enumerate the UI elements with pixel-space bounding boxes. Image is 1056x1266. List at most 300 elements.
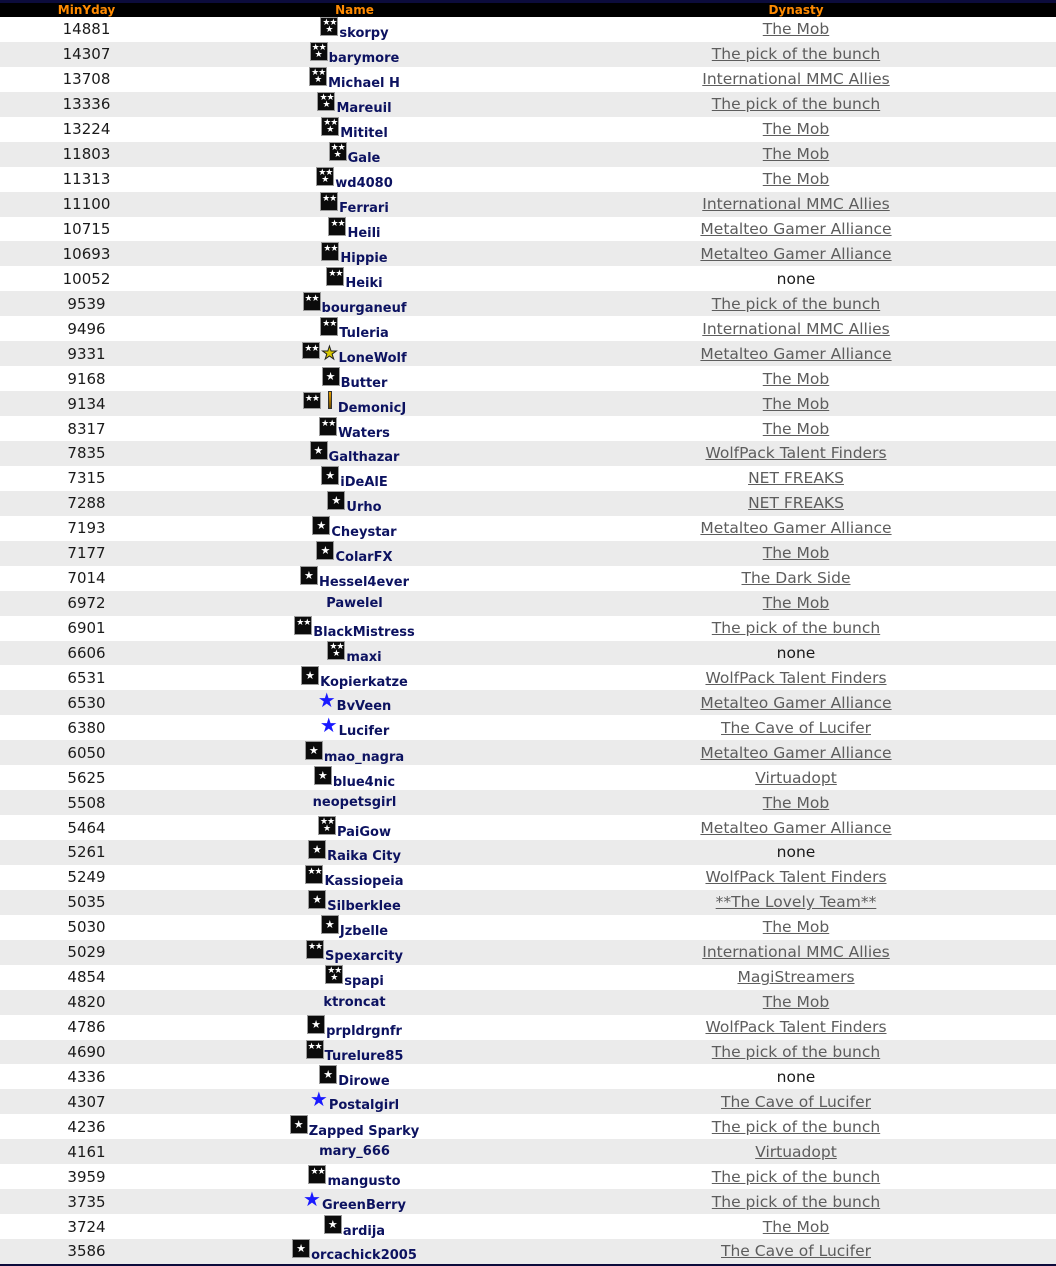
dynasty-cell <box>536 291 1056 316</box>
min-yday-cell <box>0 1015 173 1040</box>
player-name-cell <box>173 1015 536 1040</box>
dynasty-cell <box>536 341 1056 366</box>
min-yday-value: 6972 <box>67 594 106 613</box>
dynasty-link[interactable]: WolfPack Talent Finders <box>705 668 887 687</box>
min-yday-value: 5625 <box>67 768 106 787</box>
table-row <box>0 416 1056 441</box>
dynasty-link[interactable]: MagiStreamers <box>737 968 855 987</box>
table-row <box>0 1139 1056 1164</box>
dynasty-link[interactable]: WolfPack Talent Finders <box>705 868 887 887</box>
player-name-cell <box>173 940 536 965</box>
two-star-badge-icon: ★ ★ <box>305 865 323 884</box>
min-yday-cell <box>0 1164 173 1189</box>
player-name[interactable]: mary_666 <box>319 1144 390 1160</box>
player-name-cell <box>173 1089 536 1114</box>
player-name[interactable]: spapi <box>344 974 384 990</box>
player-name[interactable]: Ferrari <box>339 201 389 217</box>
dynasty-link[interactable]: The Mob <box>762 20 830 39</box>
one-star-badge-icon: ★ <box>305 741 323 760</box>
dynasty-link[interactable]: The Mob <box>762 170 830 189</box>
player-name[interactable]: Lucifer <box>338 724 390 740</box>
min-yday-value: 4786 <box>67 1018 106 1037</box>
dynasty-link[interactable]: International MMC Allies <box>702 70 890 89</box>
player-name-cell <box>173 665 536 690</box>
player-name-cell <box>173 965 536 990</box>
table-row <box>0 1239 1056 1264</box>
player-name-cell <box>173 241 536 266</box>
min-yday-cell <box>0 291 173 316</box>
dynasty-link[interactable]: The Mob <box>762 993 830 1012</box>
one-star-badge-icon: ★ <box>321 915 339 934</box>
dynasty-link[interactable]: The Mob <box>762 120 830 139</box>
player-name[interactable]: Cheystar <box>331 525 397 541</box>
two-star-badge-icon: ★ ★ <box>308 1165 326 1184</box>
min-yday-cell <box>0 1040 173 1065</box>
min-yday-cell <box>0 416 173 441</box>
player-name[interactable]: Michael H <box>328 76 400 92</box>
dynasty-cell <box>536 665 1056 690</box>
player-name[interactable]: DemonicJ <box>337 401 407 417</box>
two-star-badge-icon: ★ ★ <box>320 317 338 336</box>
ranking-table <box>0 3 1056 1264</box>
player-name-cell <box>173 441 536 466</box>
min-yday-value: 5261 <box>67 843 106 862</box>
dynasty-cell <box>536 840 1056 865</box>
table-row <box>0 790 1056 815</box>
table-row <box>0 92 1056 117</box>
table-row <box>0 466 1056 491</box>
table-row <box>0 1164 1056 1189</box>
dynasty-link[interactable]: The pick of the bunch <box>711 294 881 313</box>
min-yday-value: 4820 <box>67 993 106 1012</box>
dynasty-link[interactable]: Metalteo Gamer Alliance <box>700 743 892 762</box>
three-star-badge-icon: ★ ★ ★ <box>311 43 327 61</box>
player-name[interactable]: blue4nic <box>332 774 396 790</box>
dynasty-link[interactable]: The pick of the bunch <box>711 1167 881 1186</box>
min-yday-cell <box>0 665 173 690</box>
player-name[interactable]: Dirowe <box>338 1073 390 1089</box>
dynasty-cell <box>536 416 1056 441</box>
player-name-cell <box>173 192 536 217</box>
table-row <box>0 1214 1056 1239</box>
table-row <box>0 516 1056 541</box>
dynasty-link[interactable]: The Mob <box>762 544 830 563</box>
min-yday-cell <box>0 566 173 591</box>
three-star-badge-icon: ★ ★ ★ <box>319 816 336 834</box>
two-star-badge-icon: ★ ★ <box>320 192 338 211</box>
min-yday-value: 6530 <box>67 693 106 712</box>
player-name[interactable]: Mareuil <box>336 101 392 117</box>
min-yday-value: 11803 <box>62 145 111 164</box>
player-name-cell <box>173 1214 536 1239</box>
player-name-cell <box>173 715 536 740</box>
one-star-badge-icon: ★ <box>314 766 332 785</box>
player-name[interactable]: barymore <box>328 51 400 67</box>
player-name[interactable]: ardija <box>342 1223 386 1239</box>
dynasty-cell <box>536 391 1056 416</box>
player-name-cell <box>173 366 536 391</box>
three-star-badge-icon: ★ ★ ★ <box>311 68 327 86</box>
dynasty-cell <box>536 965 1056 990</box>
min-yday-cell <box>0 142 173 167</box>
player-name[interactable]: Spexarcity <box>325 949 403 965</box>
min-yday-value: 7193 <box>67 519 106 538</box>
dynasty-link[interactable]: The pick of the bunch <box>711 45 881 64</box>
player-name[interactable]: ColarFX <box>335 550 393 566</box>
dynasty-link[interactable]: The pick of the bunch <box>711 1117 881 1136</box>
gold-star-icon: ★ <box>321 342 338 364</box>
min-yday-cell <box>0 92 173 117</box>
player-name-cell <box>173 616 536 641</box>
three-star-badge-icon: ★ ★ ★ <box>318 168 334 186</box>
one-star-badge-icon: ★ <box>322 367 340 386</box>
dynasty-none: none <box>776 1067 816 1086</box>
two-star-badge-icon: ★ ★ <box>321 242 339 261</box>
min-yday-value: 7288 <box>67 494 106 513</box>
player-name[interactable]: neopetsgirl <box>312 795 397 811</box>
min-yday-cell <box>0 17 173 42</box>
dynasty-cell <box>536 67 1056 92</box>
player-name-cell <box>173 865 536 890</box>
table-row <box>0 965 1056 990</box>
player-name-cell <box>173 765 536 790</box>
two-star-badge-icon: ★ ★ <box>303 292 321 311</box>
dynasty-link[interactable]: The Mob <box>762 594 830 613</box>
two-star-badge-icon: ★ ★ <box>306 1040 324 1059</box>
one-star-badge-icon: ★ <box>307 1015 325 1034</box>
dynasty-link[interactable]: The Mob <box>762 793 830 812</box>
dynasty-link[interactable]: The Mob <box>762 369 830 388</box>
column-header-minyday[interactable]: MinYday <box>57 3 116 17</box>
min-yday-cell <box>0 1114 173 1139</box>
dynasty-cell <box>536 915 1056 940</box>
player-name-cell <box>173 391 536 416</box>
player-name-cell <box>173 591 536 616</box>
min-yday-cell <box>0 1214 173 1239</box>
dynasty-cell <box>536 217 1056 242</box>
player-name[interactable]: Postalgirl <box>328 1098 400 1114</box>
dynasty-cell <box>536 940 1056 965</box>
player-name[interactable]: BvVeen <box>336 699 392 715</box>
dynasty-link[interactable]: Metalteo Gamer Alliance <box>700 244 892 263</box>
dynasty-cell <box>536 790 1056 815</box>
dynasty-link[interactable]: NET FREAKS <box>748 494 844 513</box>
dynasty-cell <box>536 1214 1056 1239</box>
player-name[interactable]: BlackMistress <box>313 625 415 641</box>
two-star-badge-icon: ★ ★ <box>306 940 324 959</box>
player-name-cell <box>173 92 536 117</box>
table-row <box>0 17 1056 42</box>
three-star-badge-icon: ★ ★ ★ <box>319 93 335 111</box>
min-yday-cell <box>0 316 173 341</box>
player-name[interactable]: Silberklee <box>327 899 401 915</box>
min-yday-value: 4854 <box>67 968 106 987</box>
three-star-badge-icon: ★ ★ ★ <box>323 118 339 136</box>
one-star-badge-icon: ★ <box>324 1215 342 1234</box>
dynasty-cell <box>536 815 1056 840</box>
table-row <box>0 915 1056 940</box>
dynasty-link[interactable]: International MMC Allies <box>702 943 890 962</box>
player-name-cell <box>173 266 536 291</box>
table-header <box>0 3 1056 17</box>
table-row <box>0 940 1056 965</box>
dynasty-cell <box>536 241 1056 266</box>
two-star-badge-icon: ★ ★ <box>302 342 320 359</box>
player-name[interactable]: iDeAlE <box>340 475 388 491</box>
min-yday-value: 9168 <box>67 369 106 388</box>
three-star-badge-icon: ★ ★ ★ <box>329 641 345 659</box>
player-name[interactable]: Waters <box>338 425 390 441</box>
player-name[interactable]: Kopierkatze <box>320 674 408 690</box>
player-name-cell <box>173 341 536 366</box>
dynasty-cell <box>536 366 1056 391</box>
player-name-cell <box>173 915 536 940</box>
table-row <box>0 241 1056 266</box>
dynasty-link[interactable]: Virtuadopt <box>755 768 837 787</box>
dynasty-link[interactable]: Virtuadopt <box>755 1142 837 1161</box>
dynasty-link[interactable]: The Cave of Lucifer <box>721 718 871 737</box>
table-row <box>0 990 1056 1015</box>
dynasty-link[interactable]: The Mob <box>762 145 830 164</box>
player-name[interactable]: Heiki <box>345 275 383 291</box>
table-row <box>0 1040 1056 1065</box>
three-star-badge-icon: ★ ★ ★ <box>322 18 338 36</box>
dynasty-link[interactable]: The Mob <box>762 918 830 937</box>
dynasty-link[interactable]: The pick of the bunch <box>711 95 881 114</box>
player-name[interactable]: Pawelel <box>326 595 383 611</box>
min-yday-cell <box>0 940 173 965</box>
player-name-cell <box>173 42 536 67</box>
min-yday-cell <box>0 740 173 765</box>
min-yday-value: 3724 <box>67 1217 106 1236</box>
dynasty-link[interactable]: The Dark Side <box>741 569 851 588</box>
player-name[interactable]: orcachick2005 <box>311 1248 417 1264</box>
table-row <box>0 1114 1056 1139</box>
dynasty-cell <box>536 591 1056 616</box>
dynasty-link[interactable]: The Cave of Lucifer <box>721 1092 871 1111</box>
min-yday-value: 13224 <box>62 120 111 139</box>
min-yday-value: 7014 <box>67 569 106 588</box>
column-header-name[interactable]: Name <box>335 3 374 17</box>
one-star-badge-icon: ★ <box>300 566 318 585</box>
player-name[interactable]: Hessel4ever <box>318 575 409 591</box>
player-name[interactable]: mangusto <box>327 1173 401 1189</box>
two-star-badge-icon: ★ ★ <box>294 616 312 635</box>
min-yday-cell <box>0 965 173 990</box>
min-yday-value: 11100 <box>62 195 111 214</box>
dynasty-cell <box>536 167 1056 192</box>
dynasty-cell <box>536 890 1056 915</box>
table-row <box>0 217 1056 242</box>
player-name[interactable]: Raika City <box>327 849 401 865</box>
dynasty-link[interactable]: WolfPack Talent Finders <box>705 444 887 463</box>
player-name[interactable]: Turelure85 <box>324 1048 404 1064</box>
player-name[interactable]: skorpy <box>339 26 389 42</box>
dynasty-cell <box>536 541 1056 566</box>
player-name-cell <box>173 167 536 192</box>
dynasty-link[interactable]: WolfPack Talent Finders <box>705 1018 887 1037</box>
min-yday-cell <box>0 67 173 92</box>
min-yday-cell <box>0 1239 173 1264</box>
min-yday-cell <box>0 366 173 391</box>
min-yday-value: 6606 <box>67 643 106 662</box>
player-name-cell <box>173 491 536 516</box>
player-name-cell <box>173 17 536 42</box>
table-row <box>0 391 1056 416</box>
one-star-badge-icon: ★ <box>308 890 326 909</box>
player-name-cell <box>173 316 536 341</box>
table-row <box>0 491 1056 516</box>
dynasty-cell <box>536 1189 1056 1214</box>
min-yday-value: 6531 <box>67 668 106 687</box>
dynasty-cell <box>536 865 1056 890</box>
player-name-cell <box>173 217 536 242</box>
player-name[interactable]: Heili <box>347 225 381 241</box>
dynasty-link[interactable]: Metalteo Gamer Alliance <box>700 519 892 538</box>
dynasty-cell <box>536 566 1056 591</box>
dynasty-cell <box>536 441 1056 466</box>
dynasty-cell <box>536 316 1056 341</box>
table-row <box>0 441 1056 466</box>
player-name-cell <box>173 740 536 765</box>
min-yday-value: 9134 <box>67 394 106 413</box>
table-row <box>0 616 1056 641</box>
min-yday-value: 7315 <box>67 469 106 488</box>
min-yday-value: 9496 <box>67 319 106 338</box>
two-star-badge-icon: ★ ★ <box>303 392 321 409</box>
min-yday-cell <box>0 117 173 142</box>
dynasty-cell <box>536 1164 1056 1189</box>
min-yday-value: 7835 <box>67 444 106 463</box>
player-name-cell <box>173 1164 536 1189</box>
min-yday-value: 3586 <box>67 1242 106 1261</box>
table-row <box>0 117 1056 142</box>
min-yday-value: 9331 <box>67 344 106 363</box>
min-yday-value: 5029 <box>67 943 106 962</box>
dynasty-link[interactable]: NET FREAKS <box>748 469 844 488</box>
player-name-cell <box>173 117 536 142</box>
dynasty-cell <box>536 1139 1056 1164</box>
player-name-cell <box>173 790 536 815</box>
dynasty-link[interactable]: Metalteo Gamer Alliance <box>700 344 892 363</box>
table-row <box>0 740 1056 765</box>
column-header-dynasty[interactable]: Dynasty <box>768 3 824 17</box>
min-yday-value: 4690 <box>67 1042 106 1061</box>
dynasty-link[interactable]: Metalteo Gamer Alliance <box>700 219 892 238</box>
dynasty-cell <box>536 1239 1056 1264</box>
player-name[interactable]: GreenBerry <box>321 1198 406 1214</box>
dynasty-cell <box>536 466 1056 491</box>
dynasty-link[interactable]: The pick of the bunch <box>711 1192 881 1211</box>
table-row <box>0 840 1056 865</box>
min-yday-value: 5035 <box>67 893 106 912</box>
table-row <box>0 765 1056 790</box>
player-name[interactable]: prpldrgnfr <box>326 1024 402 1040</box>
player-name[interactable]: PaiGow <box>336 824 392 840</box>
one-star-badge-icon: ★ <box>301 666 319 685</box>
two-star-badge-icon: ★ ★ <box>326 267 344 286</box>
player-name[interactable]: LoneWolf <box>338 350 407 366</box>
dynasty-cell <box>536 516 1056 541</box>
player-name[interactable]: Tuleria <box>339 325 389 341</box>
player-name[interactable]: ktroncat <box>323 994 386 1010</box>
table-row <box>0 42 1056 67</box>
blue-star-icon: ★ <box>309 1089 328 1112</box>
player-name[interactable]: Urho <box>346 500 382 516</box>
min-yday-cell <box>0 341 173 366</box>
min-yday-value: 10715 <box>62 219 111 238</box>
player-name-cell <box>173 1139 536 1164</box>
player-name[interactable]: wd4080 <box>335 176 393 192</box>
player-name-cell <box>173 690 536 715</box>
min-yday-value: 11313 <box>62 170 111 189</box>
player-name[interactable]: Mititel <box>340 126 388 142</box>
min-yday-value: 13336 <box>62 95 111 114</box>
player-name[interactable]: Hippie <box>340 250 388 266</box>
dynasty-link[interactable]: **The Lovely Team** <box>715 893 877 912</box>
player-name[interactable]: Jzbelle <box>339 924 389 940</box>
dynasty-cell <box>536 92 1056 117</box>
dynasty-link[interactable]: International MMC Allies <box>702 319 890 338</box>
three-star-badge-icon: ★ ★ ★ <box>330 143 346 161</box>
min-yday-value: 10052 <box>62 269 111 288</box>
dynasty-link[interactable]: The pick of the bunch <box>711 619 881 638</box>
table-row <box>0 865 1056 890</box>
dynasty-link[interactable]: The Mob <box>762 419 830 438</box>
table-row <box>0 690 1056 715</box>
min-yday-value: 4307 <box>67 1092 106 1111</box>
dynasty-cell <box>536 142 1056 167</box>
player-name[interactable]: Zapped Sparky <box>308 1123 420 1139</box>
player-name[interactable]: Butter <box>340 375 388 391</box>
min-yday-cell <box>0 217 173 242</box>
one-star-badge-icon: ★ <box>321 466 339 485</box>
dynasty-link[interactable]: The pick of the bunch <box>711 1042 881 1061</box>
one-star-badge-icon: ★ <box>310 441 328 460</box>
dynasty-link[interactable]: International MMC Allies <box>702 195 890 214</box>
one-star-badge-icon: ★ <box>292 1239 310 1258</box>
dynasty-cell <box>536 117 1056 142</box>
min-yday-cell <box>0 840 173 865</box>
player-name[interactable]: Gale <box>347 151 381 167</box>
dynasty-cell <box>536 765 1056 790</box>
min-yday-value: 6901 <box>67 619 106 638</box>
dynasty-cell <box>536 42 1056 67</box>
player-name-cell <box>173 466 536 491</box>
min-yday-cell <box>0 42 173 67</box>
player-name[interactable]: Galthazar <box>328 450 400 466</box>
player-name[interactable]: Kassiopeia <box>324 874 404 890</box>
min-yday-cell <box>0 616 173 641</box>
dynasty-none: none <box>776 643 816 662</box>
player-name[interactable]: bourganeuf <box>321 300 407 316</box>
dynasty-link[interactable]: The Mob <box>762 394 830 413</box>
player-name[interactable]: mao_nagra <box>323 749 405 765</box>
dynasty-link[interactable]: Metalteo Gamer Alliance <box>700 693 892 712</box>
min-yday-cell <box>0 915 173 940</box>
table-body <box>0 17 1056 1264</box>
table-row <box>0 890 1056 915</box>
dynasty-link[interactable]: The Cave of Lucifer <box>721 1242 871 1261</box>
player-name-cell <box>173 416 536 441</box>
dynasty-link[interactable]: The Mob <box>762 1217 830 1236</box>
player-name-cell <box>173 641 536 666</box>
table-row <box>0 591 1056 616</box>
min-yday-cell <box>0 715 173 740</box>
dynasty-link[interactable]: Metalteo Gamer Alliance <box>700 818 892 837</box>
min-yday-cell <box>0 641 173 666</box>
player-name[interactable]: maxi <box>346 649 382 665</box>
